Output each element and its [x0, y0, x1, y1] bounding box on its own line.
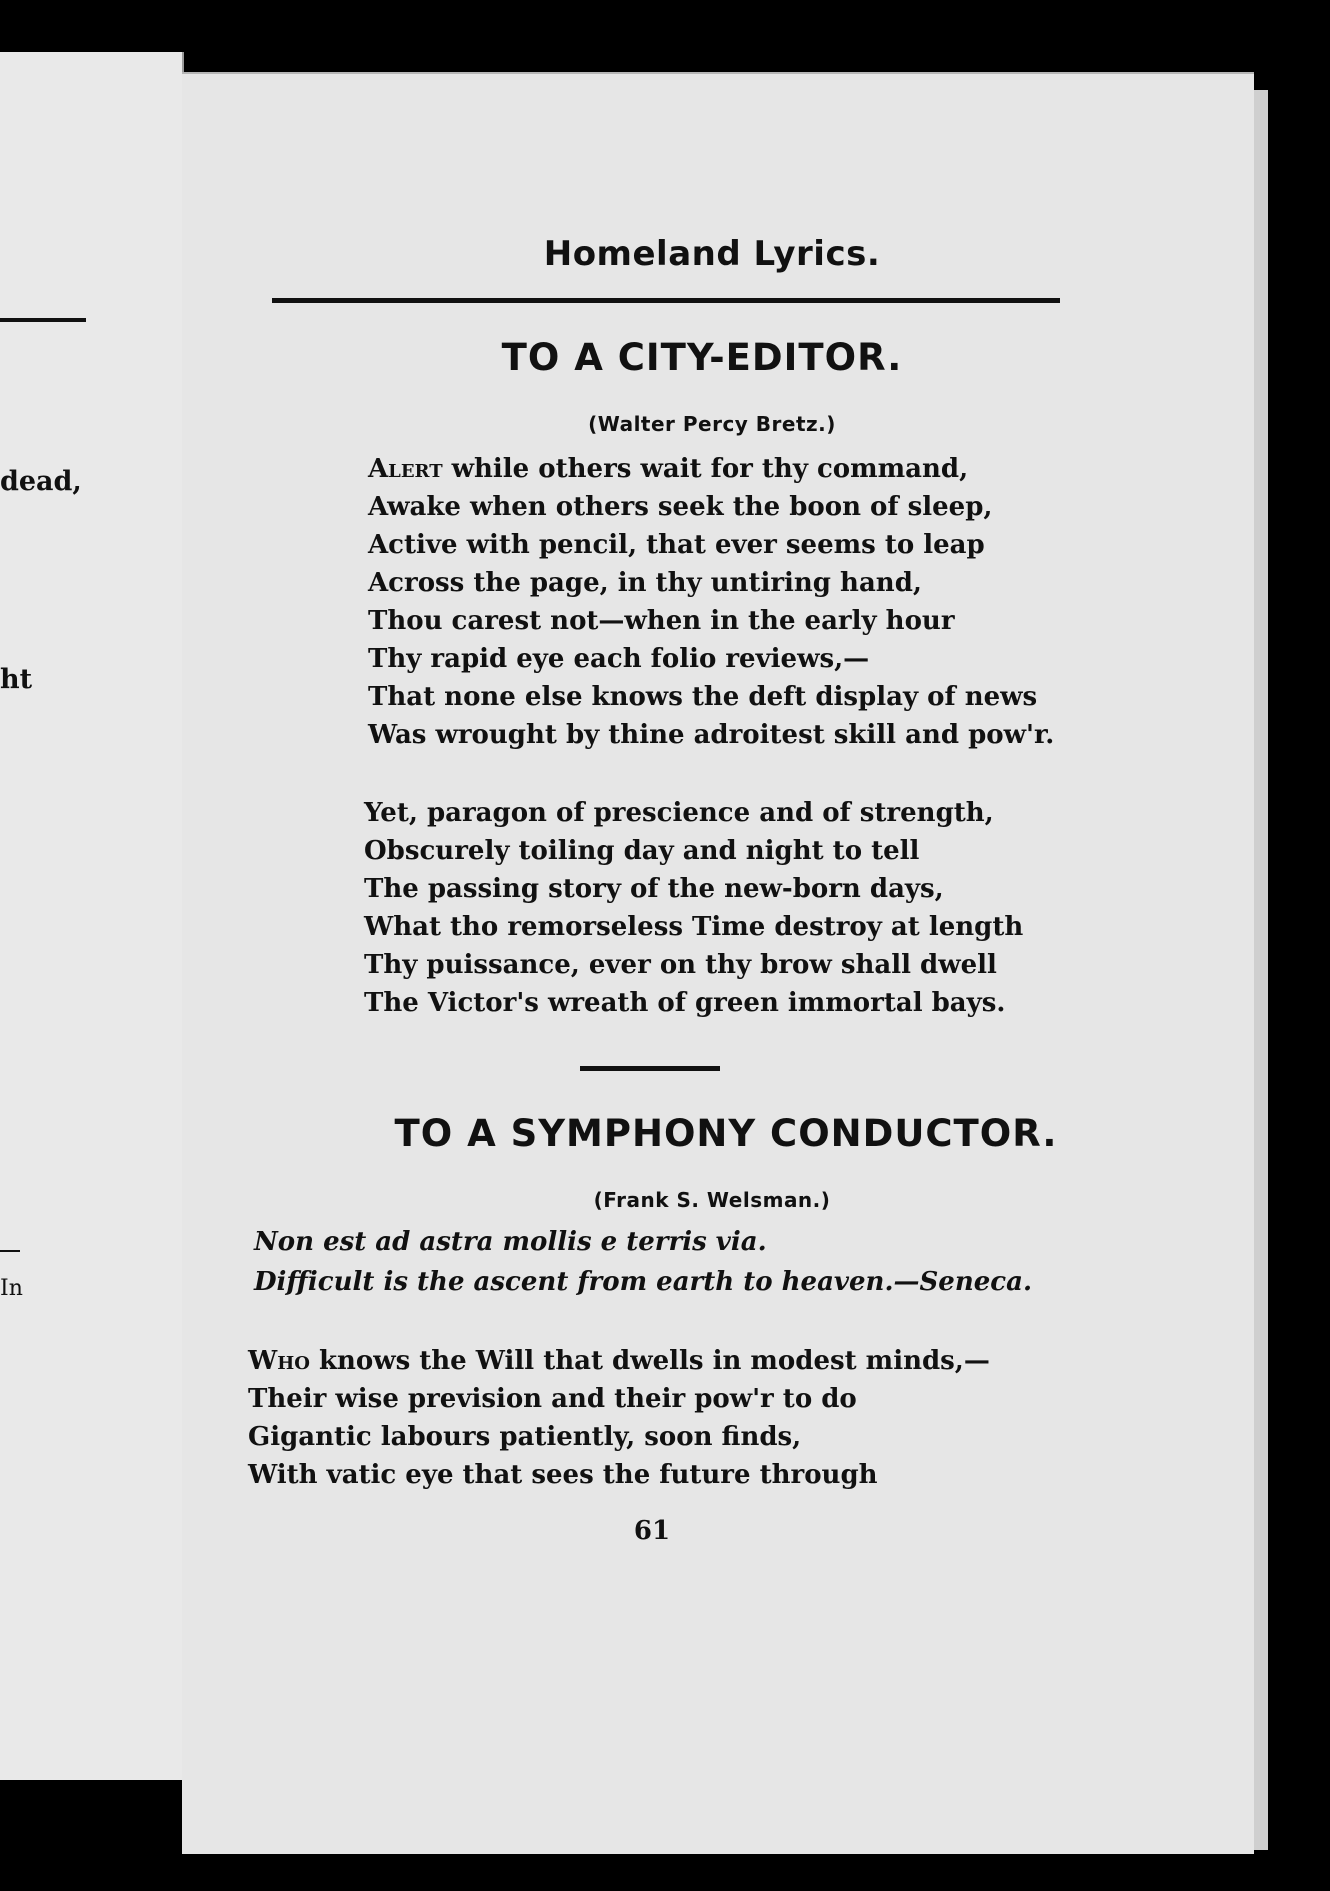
left-page-text: In — [0, 1276, 23, 1301]
verse-line: What tho remorseless Time destroy at length — [364, 912, 1024, 942]
epigraph-line: Difficult is the ascent from earth to heaven.—Seneca. — [254, 1267, 1033, 1297]
left-page-text: ht — [0, 664, 33, 695]
stanza — [364, 794, 1023, 1022]
poem-author: (Walter Percy Bretz.) — [588, 412, 836, 436]
stanza — [248, 1342, 990, 1494]
verse-line: Across the page, in thy untiring hand, — [368, 568, 922, 598]
verse-line: Awake when others seek the boon of sleep, — [368, 492, 993, 522]
verse-line: Obscurely toiling day and night to tell — [364, 836, 920, 866]
verse-line: Thy puissance, ever on thy brow shall dwell — [364, 950, 997, 980]
verse-line: The Victor's wreath of green immortal bays. — [364, 988, 1006, 1018]
book-page — [182, 72, 1254, 1854]
verse-line: Thy rapid eye each folio reviews,— — [368, 644, 870, 674]
left-page-text: dead, — [0, 466, 82, 497]
poem-title: TO A CITY-EDITOR. — [501, 336, 903, 379]
previous-page-fragment — [0, 52, 184, 1780]
initial-word: Alert — [368, 454, 443, 484]
verse-line: Was wrought by thine adroitest skill and pow'r. — [368, 720, 1055, 750]
verse-line: Thou carest not—when in the early hour — [368, 606, 955, 636]
left-page-rule — [0, 318, 86, 322]
header-rule — [272, 298, 1060, 303]
verse-line: The passing story of the new-born days, — [364, 874, 944, 904]
section-divider — [580, 1066, 720, 1071]
verse-line: That none else knows the deft display of news — [368, 682, 1038, 712]
epigraph — [254, 1222, 1032, 1302]
verse-line: With vatic eye that sees the future through — [248, 1460, 878, 1490]
verse-line: Active with pencil, that ever seems to leap — [368, 530, 985, 560]
verse-line: Who knows the Will that dwells in modest minds,— — [248, 1346, 990, 1376]
stanza — [368, 450, 1054, 754]
verse-line: Yet, paragon of prescience and of strength, — [364, 798, 994, 828]
poem-title: TO A SYMPHONY CONDUCTOR. — [394, 1112, 1058, 1155]
left-page-dash — [0, 1250, 20, 1252]
verse-line: Their wise prevision and their pow'r to do — [248, 1384, 857, 1414]
initial-word: Who — [248, 1346, 310, 1376]
poem-author: (Frank S. Welsman.) — [593, 1188, 831, 1212]
page-edge — [1254, 90, 1268, 1850]
verse-line: Gigantic labours patiently, soon finds, — [248, 1422, 802, 1452]
verse-line: Alert while others wait for thy command, — [368, 454, 969, 484]
running-head: Homeland Lyrics. — [543, 234, 881, 274]
page-number: 61 — [633, 1516, 671, 1546]
epigraph-line: Non est ad astra mollis e terris via. — [254, 1227, 767, 1257]
